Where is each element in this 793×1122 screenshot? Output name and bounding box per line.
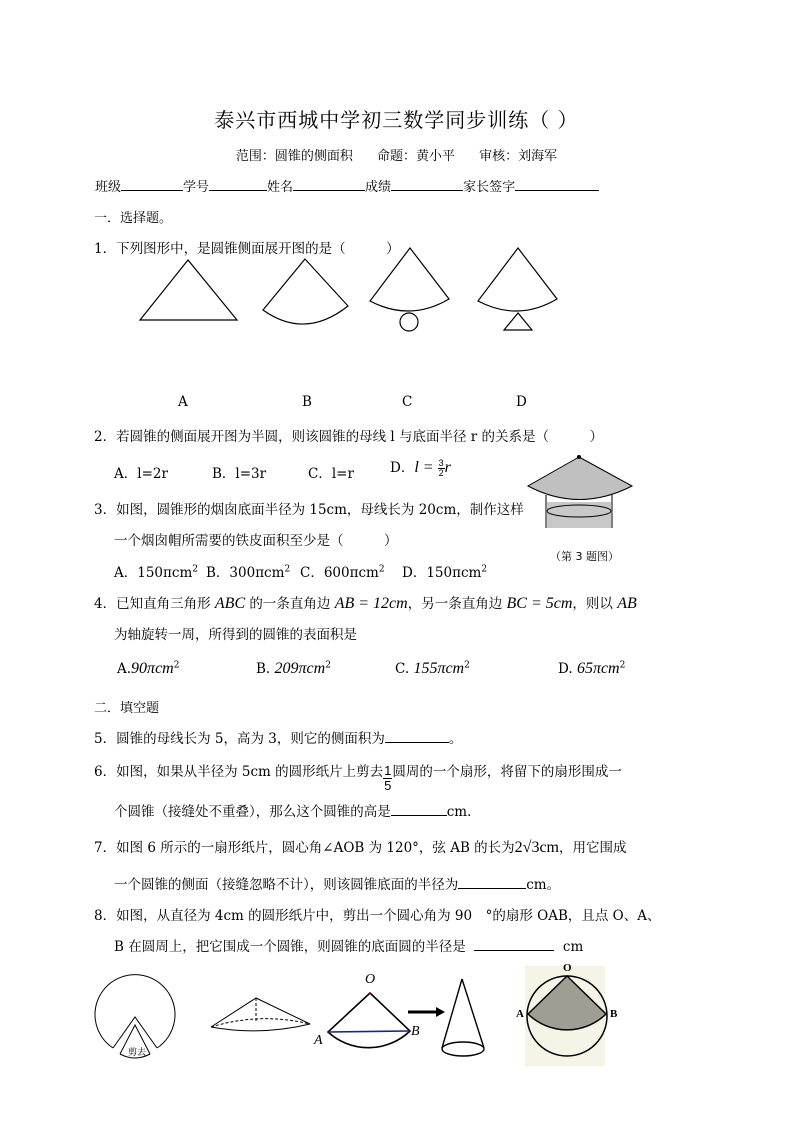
q4-option-c: C. 155πcm$^2$ <box>395 660 470 677</box>
q3-option-a: A．150πcm$^2$ <box>114 564 198 581</box>
chord-ab <box>328 1031 410 1032</box>
q8-tall-cone-figure <box>442 979 484 1056</box>
q2-option-c: C．l=r <box>308 466 354 482</box>
q3-option-d: D．150πcm$^2$ <box>402 564 488 581</box>
q6-cut-label: 剪去 <box>128 1048 147 1058</box>
q3-line1: 3．如图，圆锥形的烟囱底面半径为 15cm，母线长为 20cm，制作这样 <box>94 502 524 518</box>
q8-label-b: B <box>610 1008 618 1020</box>
q4-line1: 4．已知直角三角形 ABC 的一条直角边 AB = 12cm，另一条直角边 BC = 5cm，则以 AB <box>94 595 637 612</box>
q1-label-c: C <box>402 394 413 410</box>
q8-line2: B 在圆周上，把它围成一个圆锥，则圆锥的底面圆的半径是 cm <box>114 935 583 955</box>
section1-heading: 一．选择题。 <box>94 211 173 226</box>
q8-circle-sector-figure <box>525 966 607 1066</box>
page-title: 泰兴市西城中学初三数学同步训练（ ） <box>214 108 579 132</box>
q1-text: 1．下列图形中，是圆锥侧面展开图的是（ ） <box>94 241 400 257</box>
q8-label-a: A <box>516 1008 524 1020</box>
author-text: 命题：黄小平 <box>376 149 455 164</box>
q2-option-d-letter: D． <box>390 460 415 476</box>
score-label: 成绩 <box>365 180 392 195</box>
q3-option-c: C．600πcm$^2$ <box>300 564 385 581</box>
name-label: 姓名 <box>267 180 294 195</box>
q4-option-b: B. 209πcm$^2$ <box>256 660 331 677</box>
reviewer-text: 审核：刘海军 <box>479 149 558 164</box>
q5-text: 5．圆锥的母线长为 5，高为 3，则它的侧面积为 。 <box>94 727 462 747</box>
q8-line1: 8．如图，从直径为 4cm 的圆形纸片中，剪出一个圆心角为 90 °的扇形 OAB，且点 O、A、 <box>94 908 661 924</box>
id-label: 学号 <box>183 180 210 195</box>
parent-label: 家长签字 <box>463 180 516 195</box>
q2-option-d-var: r <box>444 459 451 476</box>
q6-line1: 6．如图，如果从半径为 5cm 的圆形纸片上剪去 $\frac{1}{5}$ 圆周的一个扇形，将留下的扇形围成一 <box>94 763 622 793</box>
q7-label-o: O <box>365 972 376 987</box>
q2-option-b: B．l=3r <box>212 466 267 482</box>
q1-label-a: A <box>178 394 188 410</box>
q6-line2: 个圆锥（接缝处不重叠），那么这个圆锥的高是 cm． <box>114 800 481 820</box>
q4-option-a: A.90πcm$^2$ <box>117 660 180 677</box>
q3-line2: 一个烟囱帽所需要的铁皮面积至少是（ ） <box>114 533 398 549</box>
q8-sector-figure <box>328 992 410 1048</box>
q4-option-d: D. 65πcm$^2$ <box>558 660 626 677</box>
q4-line2: 为轴旋转一周，所得到的圆锥的表面积是 <box>114 627 357 643</box>
q1-label-b: B <box>302 394 312 410</box>
q2-option-d-math: l = <box>414 459 438 476</box>
q6-fraction: $\frac{1}{5}$ <box>384 763 392 793</box>
q3-option-b: B．300πcm$^2$ <box>206 564 291 581</box>
q1-label-d: D <box>516 394 527 410</box>
section2-heading: 二．填空题 <box>94 701 160 716</box>
q7-label-a: A <box>314 1033 323 1048</box>
class-label: 班级 <box>95 180 122 195</box>
q2-option-d-fraction: $\frac{3}{2}$ <box>438 458 444 478</box>
q7-line2: 一个圆锥的侧面（接缝忽略不计），则该圆锥底面的半径为 cm。 <box>114 873 560 893</box>
arrow-icon <box>408 1007 445 1017</box>
q2-option-a: A．l=2r <box>114 466 168 482</box>
q7-cone-figure <box>211 998 310 1031</box>
q7-label-b: B <box>411 1024 420 1039</box>
q8-label-o: O <box>563 962 572 974</box>
scope-text: 范围：圆锥的侧面积 <box>235 149 353 164</box>
q2-text: 2．若圆锥的侧面展开图为半圆，则该圆锥的母线 l 与底面半径 r 的关系是（ ） <box>94 429 604 445</box>
q3-figure-caption: （第 3 题图） <box>550 550 619 563</box>
q7-line1: 7．如图 6 所示的一扇形纸片，圆心角∠AOB 为 120°，弦 AB 的长为2√3cm，用它围成 <box>94 839 627 856</box>
